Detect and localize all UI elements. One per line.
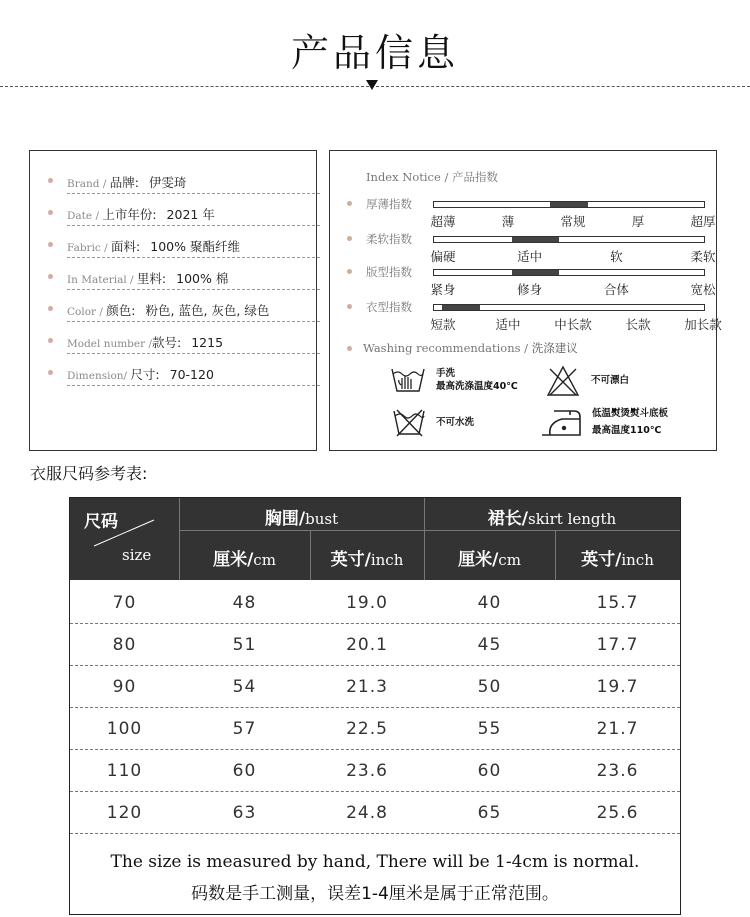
header-skirt-cm: 厘米/cm	[458, 550, 521, 570]
index-label: 衣型指数	[366, 300, 412, 314]
iron-line2: 最高温度110℃	[592, 425, 662, 436]
table-cell: 23.6	[346, 761, 388, 781]
table-cell: 48	[232, 593, 257, 613]
care-item-no-wash	[392, 407, 542, 441]
info-label-en: In Material /	[67, 274, 137, 286]
size-table	[69, 497, 681, 915]
table-cell: 110	[106, 761, 143, 781]
table-cell: 63	[232, 803, 257, 823]
index-option: 中长款	[554, 317, 592, 332]
info-row	[48, 299, 308, 319]
bullet-dot	[48, 210, 53, 215]
table-cell: 40	[477, 593, 502, 613]
index-title: Index Notice / 产品指数	[366, 170, 498, 184]
hand-wash-icon	[390, 365, 426, 395]
info-row	[48, 363, 308, 383]
no-bleach-icon	[546, 365, 580, 397]
info-label-en: Fabric /	[67, 242, 112, 254]
size-note-en: The size is measured by hand, There will be 1-4cm is normal.	[110, 852, 640, 872]
table-cell: 90	[112, 677, 137, 697]
info-label-en: Date /	[67, 210, 103, 222]
washing-title-cn: 洗涤建议	[531, 341, 578, 355]
table-cell: 55	[477, 719, 502, 739]
index-option: 宽松	[690, 282, 716, 297]
index-option: 短款	[430, 317, 456, 332]
index-option: 合体	[603, 282, 629, 297]
dotted-divider	[67, 193, 320, 194]
bullet-dot	[48, 338, 53, 343]
index-label: 柔软指数	[366, 232, 412, 246]
down-arrow-icon	[366, 80, 378, 90]
index-label: 厚薄指数	[366, 197, 412, 211]
info-value: 粉色, 蓝色, 灰色, 绿色	[145, 303, 270, 318]
info-row	[48, 203, 308, 223]
table-cell: 51	[232, 635, 257, 655]
bullet-dot	[48, 242, 53, 247]
table-cell: 100	[106, 719, 143, 739]
hand-wash-line2: 最高洗涤温度40℃	[436, 381, 518, 392]
washing-title	[363, 340, 578, 356]
header-bust: 胸围/bust	[264, 509, 339, 529]
bullet-dot	[48, 306, 53, 311]
header-size-cn: 尺码	[84, 512, 118, 532]
no-wash-label: 不可水洗	[436, 417, 475, 428]
index-bar-marker	[442, 305, 480, 310]
table-cell: 70	[112, 593, 137, 613]
table-cell: 24.8	[346, 803, 388, 823]
index-option: 软	[610, 249, 623, 264]
table-cell: 65	[477, 803, 502, 823]
table-cell: 21.3	[346, 677, 388, 697]
table-cell: 80	[112, 635, 137, 655]
table-cell: 50	[477, 677, 502, 697]
info-value: 100% 棉	[176, 271, 229, 286]
index-bar	[433, 304, 705, 311]
index-option: 超厚	[690, 214, 716, 229]
info-row	[48, 331, 308, 351]
info-label-en: Dimension/	[67, 370, 131, 382]
care-item-hand-wash	[390, 365, 540, 399]
info-label-cn: 颜色:	[106, 303, 136, 318]
iron-line1: 低温熨烫熨斗底板	[592, 408, 669, 419]
table-cell: 120	[106, 803, 143, 823]
header-bust-inch: 英寸/inch	[330, 550, 404, 570]
table-cell: 21.7	[596, 719, 639, 739]
index-bullet	[347, 201, 352, 206]
table-cell: 45	[477, 635, 502, 655]
info-row	[48, 235, 308, 255]
table-row	[70, 750, 680, 792]
table-cell: 60	[477, 761, 502, 781]
index-bullet	[347, 304, 352, 309]
info-label-cn: 品牌:	[109, 175, 139, 190]
index-option: 偏硬	[430, 249, 456, 264]
index-option: 柔软	[690, 249, 716, 264]
index-option: 超薄	[430, 214, 456, 229]
index-option: 厚	[631, 214, 645, 229]
index-option: 长款	[625, 317, 651, 332]
index-options	[430, 212, 716, 229]
index-bullet	[347, 236, 352, 241]
info-value: 1215	[191, 335, 224, 350]
bullet-dot	[48, 274, 53, 279]
index-options	[430, 247, 716, 264]
table-cell: 17.7	[596, 635, 639, 655]
header-bust-cm: 厘米/cm	[213, 550, 276, 570]
washing-bullet	[347, 346, 352, 351]
table-row	[70, 708, 680, 750]
index-option: 紧身	[430, 282, 456, 297]
table-cell: 25.6	[596, 803, 639, 823]
index-label: 版型指数	[366, 265, 412, 279]
index-bar	[433, 201, 705, 208]
table-cell: 54	[232, 677, 257, 697]
row-divider	[70, 833, 680, 834]
index-options	[430, 315, 722, 332]
dotted-divider	[67, 385, 320, 386]
table-row	[70, 666, 680, 708]
size-table-title: 衣服尺码参考表:	[30, 464, 148, 483]
table-cell: 19.0	[346, 593, 388, 613]
hand-wash-line1: 手洗	[436, 368, 456, 379]
table-cell: 23.6	[596, 761, 639, 781]
info-label-cn: 款号:	[152, 335, 182, 350]
info-label-cn: 面料:	[111, 239, 141, 254]
index-bar-marker	[550, 202, 588, 207]
table-row	[70, 792, 680, 834]
index-option: 适中	[495, 317, 521, 332]
info-row	[48, 171, 308, 191]
table-cell: 20.1	[346, 635, 388, 655]
index-bar-marker	[512, 270, 559, 275]
index-option: 修身	[517, 282, 543, 297]
table-cell: 19.7	[596, 677, 639, 697]
no-wash-icon	[392, 407, 426, 437]
index-options	[430, 280, 716, 297]
index-bar	[433, 269, 705, 276]
size-note-cn: 码数是手工测量，误差1-4厘米是属于正常范围。	[191, 884, 559, 904]
info-value: 2021 年	[166, 207, 215, 222]
dotted-divider	[67, 321, 320, 322]
table-cell: 15.7	[596, 593, 639, 613]
care-item-no-bleach	[546, 365, 696, 399]
washing-title-en: Washing recommendations /	[363, 341, 529, 355]
table-cell: 22.5	[346, 719, 388, 739]
dotted-divider	[67, 289, 320, 290]
header-diagonal-line	[92, 518, 156, 548]
header-skirt-length: 裙长/skirt length	[487, 509, 617, 529]
table-row	[70, 582, 680, 624]
dotted-divider	[67, 353, 320, 354]
bullet-dot	[48, 178, 53, 183]
page-title: 产品信息	[290, 31, 459, 75]
info-value: 伊雯琦	[148, 175, 187, 190]
dotted-divider	[67, 257, 320, 258]
iron-low-icon	[540, 405, 584, 437]
bullet-dot	[48, 370, 53, 375]
index-bar-marker	[512, 237, 559, 242]
info-label-en: Color /	[67, 306, 107, 318]
size-table-header	[70, 498, 680, 580]
info-value: 100% 聚酯纤维	[150, 239, 240, 254]
table-cell: 57	[232, 719, 257, 739]
no-bleach-label: 不可漂白	[591, 375, 630, 386]
table-cell: 60	[232, 761, 257, 781]
info-label-cn: 里料:	[136, 271, 167, 286]
index-option: 常规	[560, 214, 586, 229]
header-size-en: size	[122, 546, 152, 564]
index-bar	[433, 236, 705, 243]
info-label-en: Model number /	[67, 338, 153, 350]
dotted-divider	[67, 225, 320, 226]
index-option: 加长款	[684, 317, 722, 332]
index-option: 适中	[517, 249, 543, 264]
product-info-panel	[29, 150, 317, 451]
info-label-cn: 上市年份:	[102, 207, 157, 222]
info-value: 70-120	[169, 367, 214, 382]
info-row	[48, 267, 308, 287]
index-bullet	[347, 269, 352, 274]
product-index-panel	[329, 150, 722, 451]
care-item-iron-low	[540, 405, 710, 441]
table-row	[70, 624, 680, 666]
index-option: 薄	[501, 214, 515, 229]
info-label-cn: 尺寸:	[130, 367, 160, 382]
info-label-en: Brand /	[67, 178, 110, 190]
header-skirt-inch: 英寸/inch	[581, 550, 654, 570]
